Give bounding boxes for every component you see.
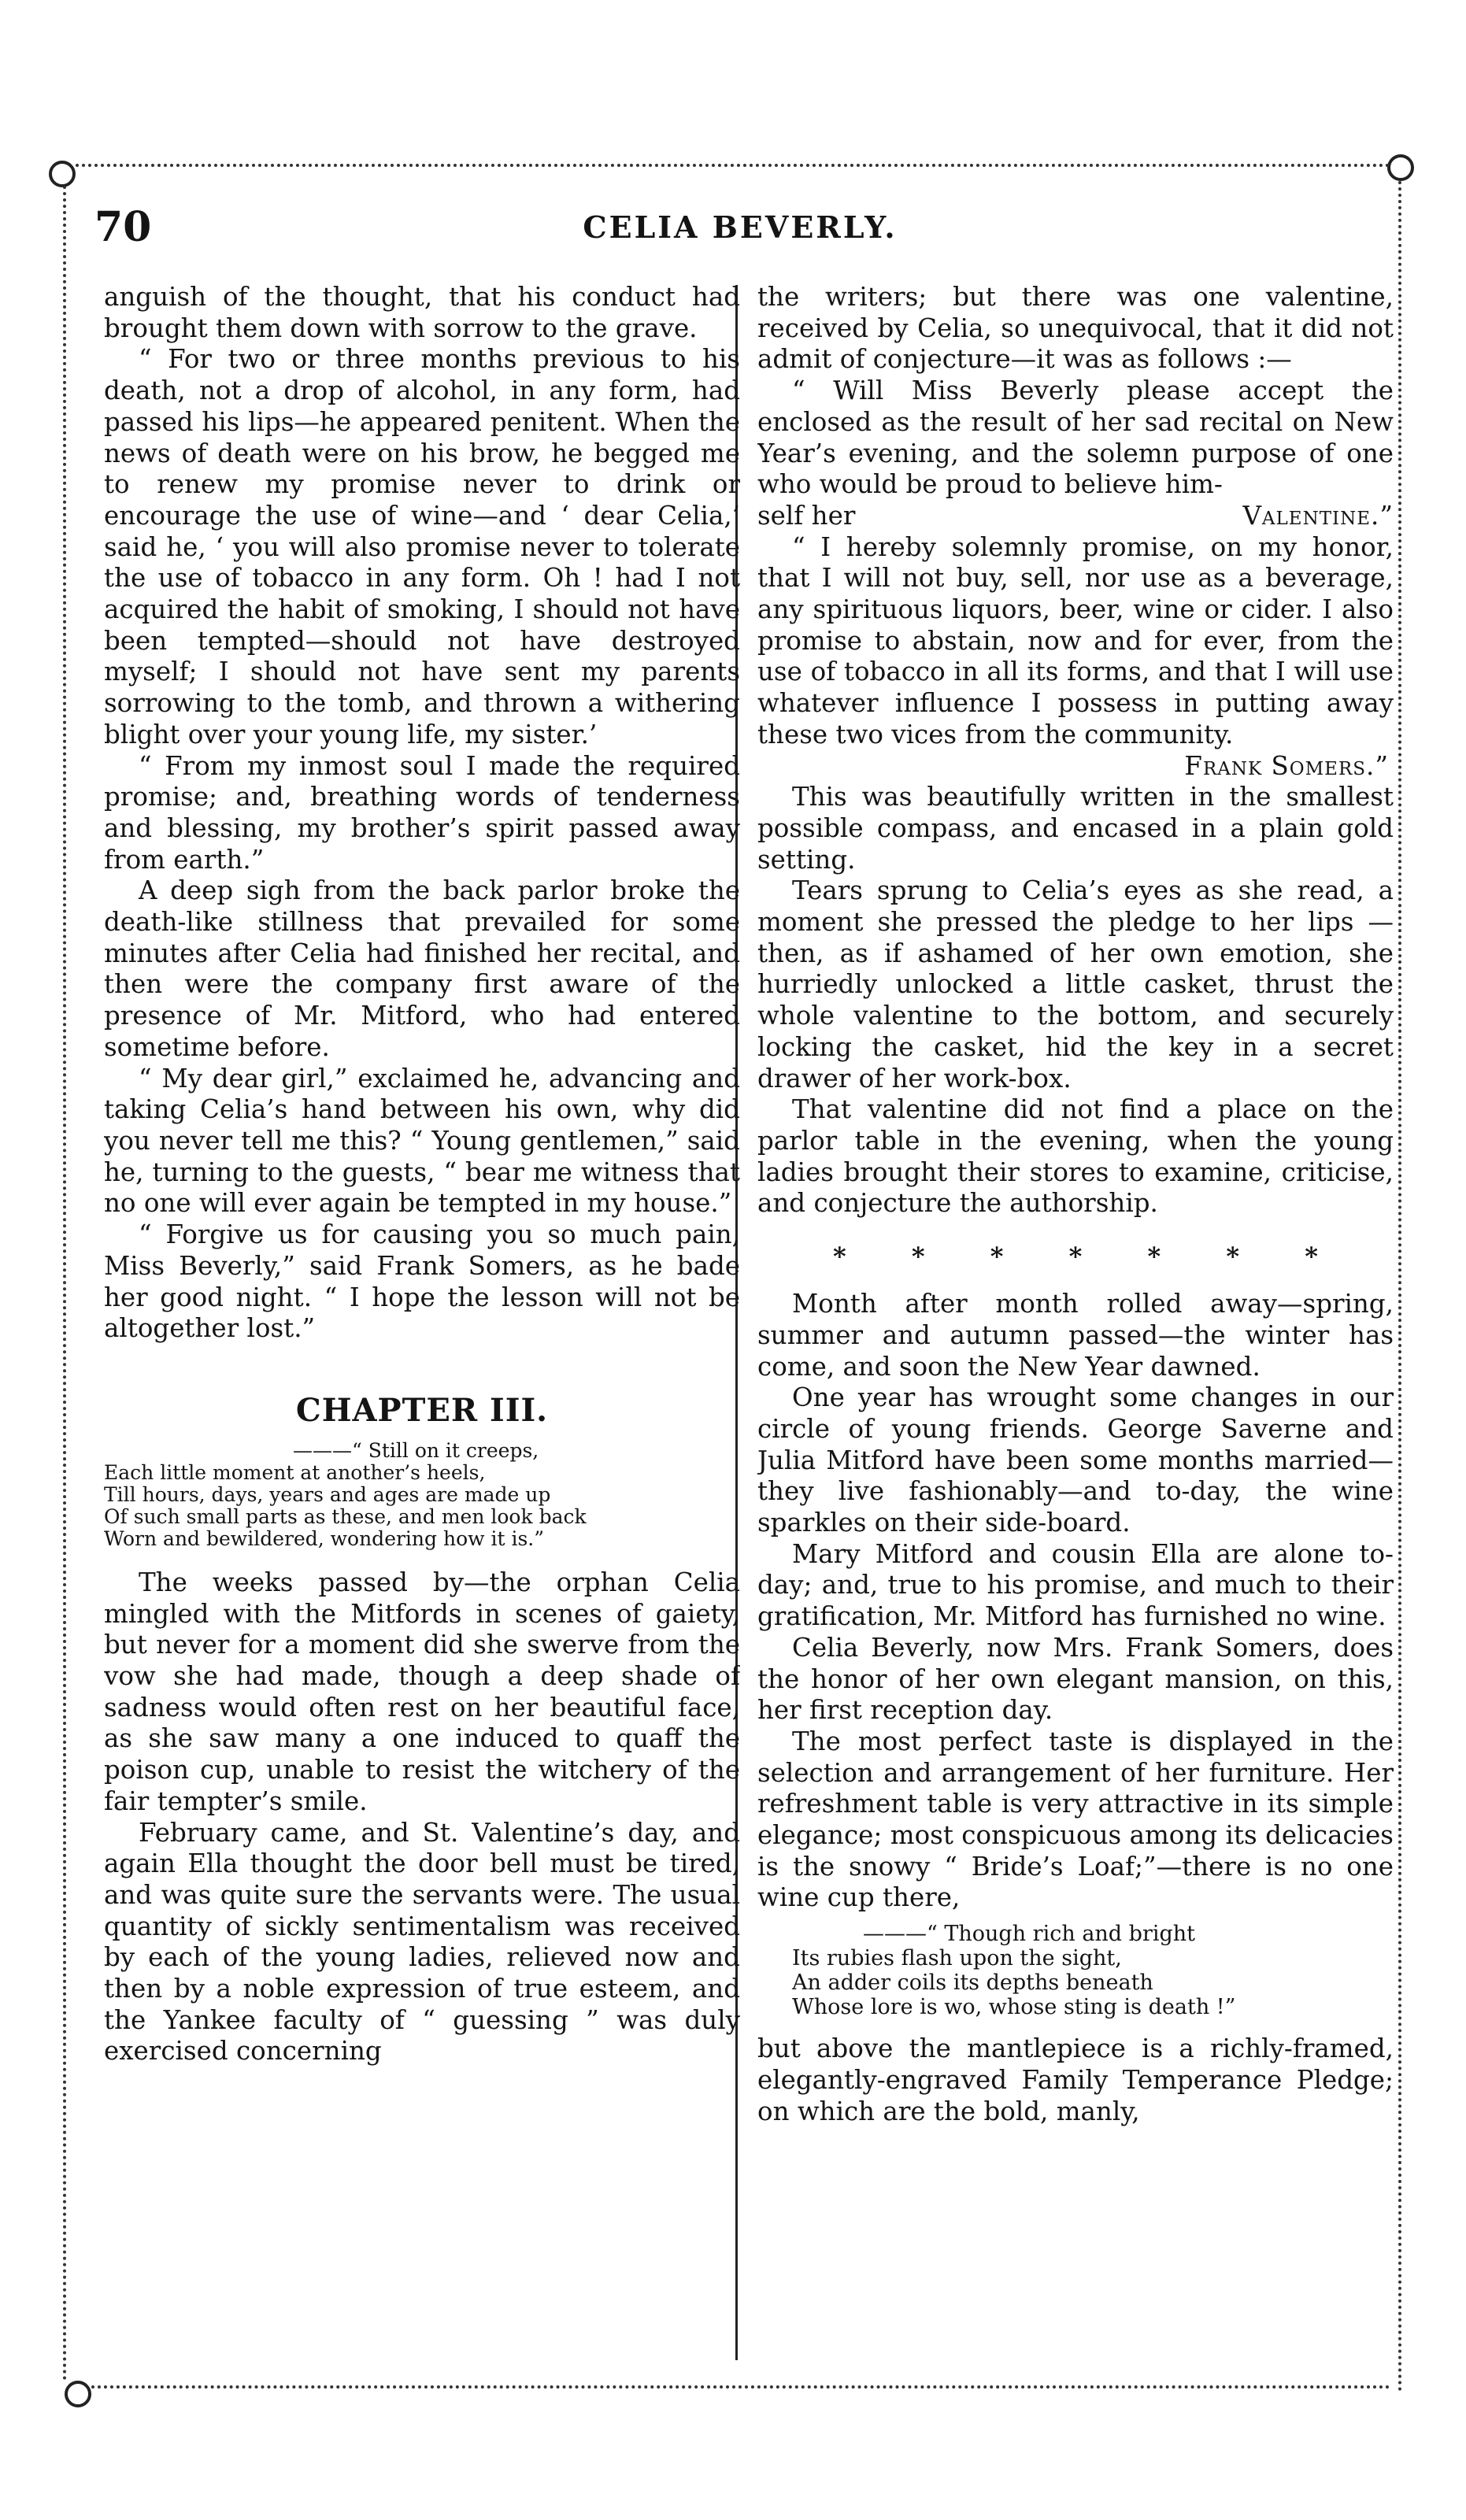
epigraph-line: Till hours, days, years and ages are made up xyxy=(104,1482,551,1506)
paragraph: One year has wrought some changes in our circle of young friends. George Saverne and Julia Mitford have been some months married—they live fashionably—and to-day, the wine sparkles on their side-board. xyxy=(757,1382,1394,1538)
paragraph: The most perfect taste is displayed in the selection and arrangement of her furniture. Her refreshment table is very attractive in its simple elegance; most conspicuous among its delicacies is the snowy “ Bride’s Loaf;”—there is no one wine cup there, xyxy=(757,1726,1394,1913)
ornamental-border-bottom xyxy=(91,2385,1390,2400)
paragraph: “ My dear girl,” exclaimed he, advancing and taking Celia’s hand between his own, why did you never tell me this? “ Young gentlemen,” said he, turning to the guests, “ bear me witness that no one will ever again be tempted in my house.” xyxy=(104,1063,740,1219)
verse-line: Whose lore is wo, whose sting is death !” xyxy=(792,1995,1236,2020)
paragraph: “ Forgive us for causing you so much pain, Miss Beverly,” said Frank Somers, as he bade her good night. “ I hope the lesson will not be altogether lost.” xyxy=(104,1219,740,1344)
valentine-signature: Valentine.” xyxy=(1242,500,1394,531)
epigraph-line: ———“ Still on it creeps, xyxy=(293,1438,539,1462)
page-header xyxy=(94,203,1386,250)
paragraph: “ From my inmost soul I made the required promise; and, breathing words of tenderness and blessing, my brother’s spirit passed away from earth.” xyxy=(104,750,740,875)
right-column xyxy=(757,282,1394,2360)
paragraph: Mary Mitford and cousin Ella are alone to-day; and, true to his promise, and much to their gratification, Mr. Mitford has furnished no wine. xyxy=(757,1538,1394,1632)
paragraph: “ For two or three months previous to his death, not a drop of alcohol, in any form, had passed his lips—he appeared penitent. When the news of death were on his brow, he begged me to renew my promise never to drink or encourage the use of wine—and ‘ dear Celia,’ said he, ‘ you will also promise never to tolerate the use of tobacco in any form. Oh ! had I not acquired the habit of smoking, I should not have been tempted—should not have destroyed myself; I should not have sent my parents sorrowing to the tomb, and thrown a withering blight over your young life, my sister.’ xyxy=(104,344,740,749)
ornament-top-left xyxy=(49,161,76,187)
paragraph: The weeks passed by—the orphan Celia mingled with the Mitfords in scenes of gaiety, but never for a moment did she swerve from the vow she had made, though a deep shade of sadness would often rest on her beautiful face, as she saw many a one induced to quaff the poison cup, unable to resist the witchery of the fair tempter’s smile. xyxy=(104,1567,740,1816)
ornamental-border-right xyxy=(1398,181,1412,2393)
epigraph xyxy=(104,1440,740,1550)
paragraph-end: self her xyxy=(757,500,856,531)
epigraph-line: Of such small parts as these, and men look back xyxy=(104,1504,587,1528)
paragraph: the writers; but there was one valentine, received by Celia, so unequivocal, that it did not admit of conjecture—it was as follows :— xyxy=(757,282,1394,375)
left-column xyxy=(104,282,740,2360)
ornament-top-right xyxy=(1387,154,1414,181)
paragraph: Month after month rolled away—spring, summer and autumn passed—the winter has come, and soon the New Year dawned. xyxy=(757,1289,1394,1382)
section-break: * * * * * * * xyxy=(833,1241,1318,1272)
chapter-heading: CHAPTER III. xyxy=(295,1391,549,1429)
paragraph: This was beautifully written in the smallest possible compass, and encased in a plain gold setting. xyxy=(757,782,1394,875)
epigraph-line: Each little moment at another’s heels, xyxy=(104,1460,486,1484)
paragraph: Celia Beverly, now Mrs. Frank Somers, does the honor of her own elegant mansion, on this, her first reception day. xyxy=(757,1632,1394,1726)
valentine-signature-line xyxy=(757,501,1394,532)
pledge-signature: Frank Somers.” xyxy=(1184,750,1389,781)
paragraph: A deep sigh from the back parlor broke the death-like stillness that prevailed for some minutes after Celia had finished her recital, and then were the company first aware of the presence of Mr. Mitford, who had entered sometime before. xyxy=(104,875,740,1062)
ornamental-border-left xyxy=(63,186,77,2382)
paragraph: That valentine did not find a place on the parlor table in the evening, when the young ladies brought their stores to examine, criticise, and conjecture the authorship. xyxy=(757,1094,1394,1219)
verse-quote xyxy=(757,1922,1394,2019)
paragraph: anguish of the thought, that his conduct had brought them down with sorrow to the grave. xyxy=(104,282,740,343)
page-number: 70 xyxy=(94,203,152,251)
paragraph: February came, and St. Valentine’s day, and again Ella thought the door bell must be tired, and was quite sure the servants were. The usual quantity of sickly sentimentalism was received by each of the young ladies, relieved now and then by a noble expression of true esteem, and the Yankee faculty of “ guessing ” was duly exercised concerning xyxy=(104,1817,740,2067)
paragraph: Tears sprung to Celia’s eyes as she read, a moment she pressed the pledge to her lips —then, as if ashamed of her own emotion, she hurriedly unlocked a little casket, thrust the whole valentine to the bottom, and securely locking the casket, hid the key in a secret drawer of her work-box. xyxy=(757,875,1394,1093)
ornamental-border-top xyxy=(76,164,1390,178)
epigraph-line: Worn and bewildered, wondering how it is.” xyxy=(104,1526,545,1550)
running-title: CELIA BEVERLY. xyxy=(583,209,898,245)
verse-line: ———“ Though rich and bright xyxy=(863,1922,1196,1947)
verse-line: Its rubies flash upon the sight, xyxy=(792,1946,1122,1971)
paragraph: “ I hereby solemnly promise, on my honor, that I will not buy, sell, nor use as a beverage, any spirituous liquors, beer, wine or cider. I also promise to abstain, now and for ever, from the use of tobacco in all its forms, and that I will use whatever influence I possess in putting away these two vices from the community. xyxy=(757,531,1394,749)
verse-line: An adder coils its depths beneath xyxy=(792,1970,1153,1996)
paragraph: but above the mantlepiece is a richly-framed, elegantly-engraved Family Temperance Pledge; on which are the bold, manly, xyxy=(757,2033,1394,2126)
paragraph: “ Will Miss Beverly please accept the enclosed as the result of her sad recital on New Year’s evening, and the solemn purpose of one who would be proud to believe him- xyxy=(757,376,1394,500)
ornament-bottom-left xyxy=(65,2381,91,2407)
